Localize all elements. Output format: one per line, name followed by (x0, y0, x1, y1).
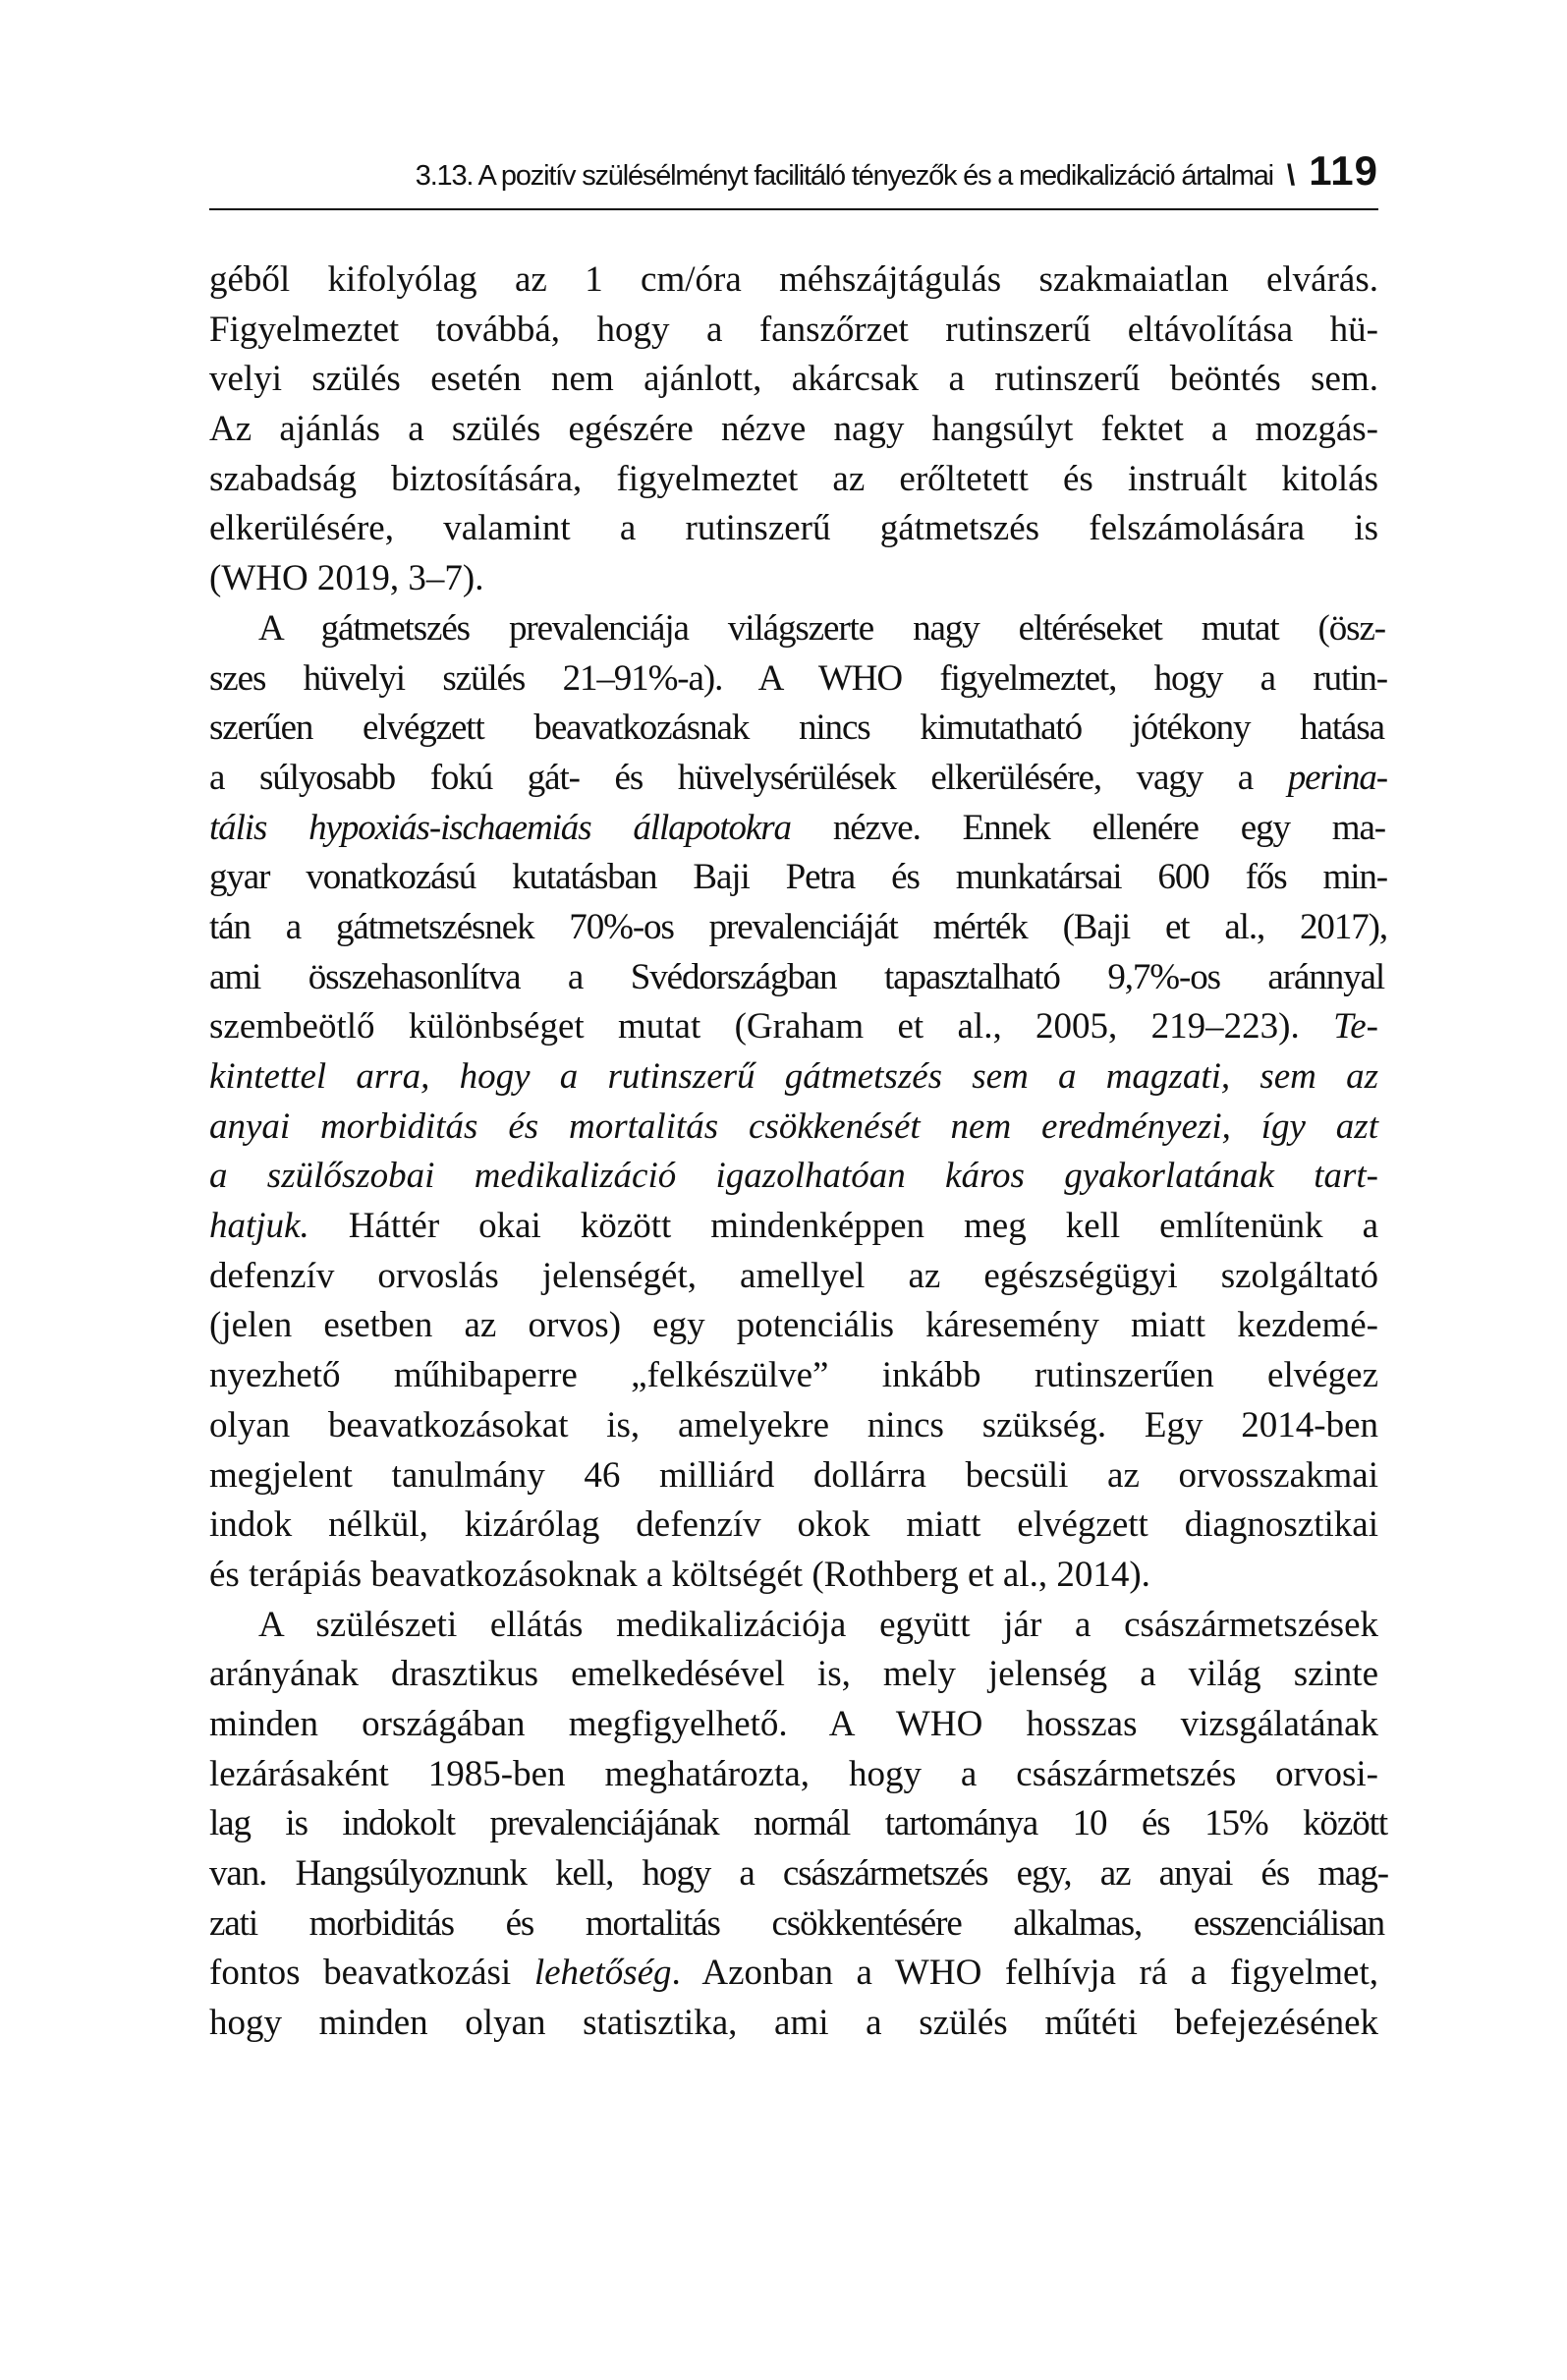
text-line (209, 504, 1378, 554)
page-number: 119 (1309, 147, 1378, 194)
text-run: a súlyosabb fokú gát- és hüvelysérülések elkerülésére, vagy a (209, 757, 1288, 798)
italic-run: kintettel arra, hogy a rutinszerű gátmetszés sem a magzati, sem az (209, 1056, 1378, 1097)
paragraph (209, 604, 1387, 1601)
text-line (209, 953, 1384, 1003)
text-run: velyi szülés esetén nem ajánlott, akárcsak a rutinszerű beöntés sem. (209, 359, 1378, 400)
text-line (209, 1899, 1384, 1950)
text-line (209, 853, 1387, 903)
text-run: ami összehasonlítva a Svédországban tapasztalható 9,7%-os aránnyal (209, 956, 1384, 997)
text-run: Az ajánlás a szülés egészére nézve nagy hangsúlyt fektet a mozgás- (209, 409, 1378, 450)
text-line (209, 1551, 1378, 1601)
italic-run: Te- (1333, 1006, 1378, 1048)
text-line (209, 1849, 1388, 1899)
text-line (209, 1351, 1378, 1401)
italic-run: lehetőség (533, 1953, 672, 1994)
italic-run: tális hypoxiás-ischaemiás állapotokra (209, 807, 791, 848)
text-line (209, 1999, 1378, 2049)
text-line (209, 1401, 1378, 1451)
text-run: gyar vonatkozású kutatásban Baji Petra és munkatársai 600 fős min- (209, 857, 1387, 898)
text-line (209, 1103, 1378, 1153)
text-run: van. Hangsúlyoznunk kell, hogy a császármetszés egy, az anyai és mag- (209, 1853, 1388, 1894)
text-run: nyezhető műhibaperre „felkészülve” inkább rutinszerűen elvégez (209, 1355, 1378, 1396)
text-run: szabadság biztosítására, figyelmeztet az erőltetett és instruált kitolás (209, 458, 1378, 499)
section-title: 3.13. A pozitív szülésélményt facilitáló tényezők és a medikalizáció ártalmai (415, 160, 1273, 192)
text-line (209, 1501, 1378, 1551)
text-line (209, 1252, 1378, 1302)
text-line (209, 1650, 1378, 1700)
text-line (209, 1700, 1378, 1750)
running-head (209, 147, 1378, 206)
text-line (209, 1601, 1378, 1651)
text-run: defenzív orvoslás jelenségét, amellyel az egészségügyi szolgáltató (209, 1255, 1378, 1296)
text-run: (WHO 2019, 3–7). (209, 558, 484, 599)
text-run: indok nélkül, kizárólag defenzív okok miatt elvégzett diagnosztikai (209, 1504, 1378, 1546)
text-run: minden országában megfigyelhető. A WHO hosszas vizsgálatának (209, 1703, 1378, 1744)
text-run: arányának drasztikus emelkedésével is, mely jelenség a világ szinte (209, 1654, 1378, 1695)
text-line (209, 405, 1378, 455)
text-run: tán a gátmetszésnek 70%-os prevalenciáját mérték (Baji et al., 2017), (209, 906, 1387, 947)
header-rule (209, 208, 1378, 210)
text-run: szembeötlő különbséget mutat (Graham et al., 2005, 219‒223). (209, 1006, 1334, 1048)
text-run: Figyelmeztet továbbá, hogy a fanszőrzet rutinszerű eltávolítása hü- (209, 309, 1378, 350)
paragraph (209, 255, 1378, 604)
italic-run: perina- (1287, 757, 1387, 798)
text-line (209, 1949, 1378, 1999)
text-run: olyan beavatkozásokat is, amelyekre nincs szükség. Egy 2014-ben (209, 1404, 1378, 1445)
italic-run: hatjuk. (209, 1206, 309, 1247)
text-line (209, 903, 1387, 953)
header-separator: \ (1286, 159, 1296, 192)
text-line (209, 804, 1386, 854)
text-line (209, 355, 1378, 405)
italic-run: anyai morbiditás és mortalitás csökkenését nem eredményezi, így azt (209, 1105, 1378, 1147)
text-run: nézve. Ennek ellenére egy ma- (790, 807, 1386, 848)
text-line (209, 604, 1385, 654)
text-run: fontos beavatkozási (209, 1953, 534, 1994)
text-line (209, 1451, 1378, 1502)
italic-run: a szülőszobai medikalizáció igazolhatóan káros gyakorlatának tart- (209, 1156, 1378, 1197)
text-run: géből kifolyólag az 1 cm/óra méhszájtágulás szakmaiatlan elvárás. (209, 259, 1378, 300)
text-run: szerűen elvégzett beavatkozásnak nincs kimutatható jótékony hatása (209, 708, 1384, 749)
text-line (209, 1152, 1378, 1202)
text-line (209, 554, 1378, 604)
text-line (209, 306, 1378, 356)
text-run: lezárásaként 1985-ben meghatározta, hogy a császármetszés orvosi- (209, 1753, 1378, 1794)
paragraph (209, 1601, 1388, 2049)
text-run: hogy minden olyan statisztika, ami a szülés műtéti befejezésének (209, 2003, 1378, 2044)
text-run: A szülészeti ellátás medikalizációja együtt jár a császármetszések (258, 1604, 1378, 1645)
text-run: Háttér okai között mindenképpen meg kell említenünk a (308, 1206, 1378, 1247)
text-line (209, 1799, 1387, 1849)
text-line (209, 1202, 1378, 1252)
text-run: zati morbiditás és mortalitás csökkentésére alkalmas, esszenciálisan (209, 1902, 1384, 1944)
text-run: (jelen esetben az orvos) egy potenciális káresemény miatt kezdemé- (209, 1305, 1378, 1346)
text-line (209, 1002, 1378, 1052)
text-line (209, 1301, 1378, 1351)
text-line (209, 654, 1387, 705)
text-line (209, 1750, 1378, 1800)
text-line (209, 754, 1387, 804)
text-run: elkerülésére, valamint a rutinszerű gátmetszés felszámolására is (209, 508, 1378, 549)
body-text (209, 255, 1388, 2049)
text-run: lag is indokolt prevalenciájának normál tartománya 10 és 15% között (209, 1803, 1387, 1844)
text-run: A gátmetszés prevalenciája világszerte nagy eltéréseket mutat (ösz- (258, 607, 1385, 649)
text-line (209, 255, 1378, 306)
text-line (209, 1052, 1378, 1103)
text-run: megjelent tanulmány 46 milliárd dollárra becsüli az orvosszakmai (209, 1454, 1378, 1496)
text-run: szes hüvelyi szülés 21–91%-a). A WHO figyelmeztet, hogy a rutin- (209, 657, 1387, 699)
text-run: és terápiás beavatkozásoknak a költségét (Rothberg et al., 2014). (209, 1554, 1150, 1595)
text-run: . Azonban a WHO felhívja rá a figyelmet, (671, 1953, 1378, 1994)
text-line (209, 455, 1378, 505)
text-line (209, 704, 1384, 754)
